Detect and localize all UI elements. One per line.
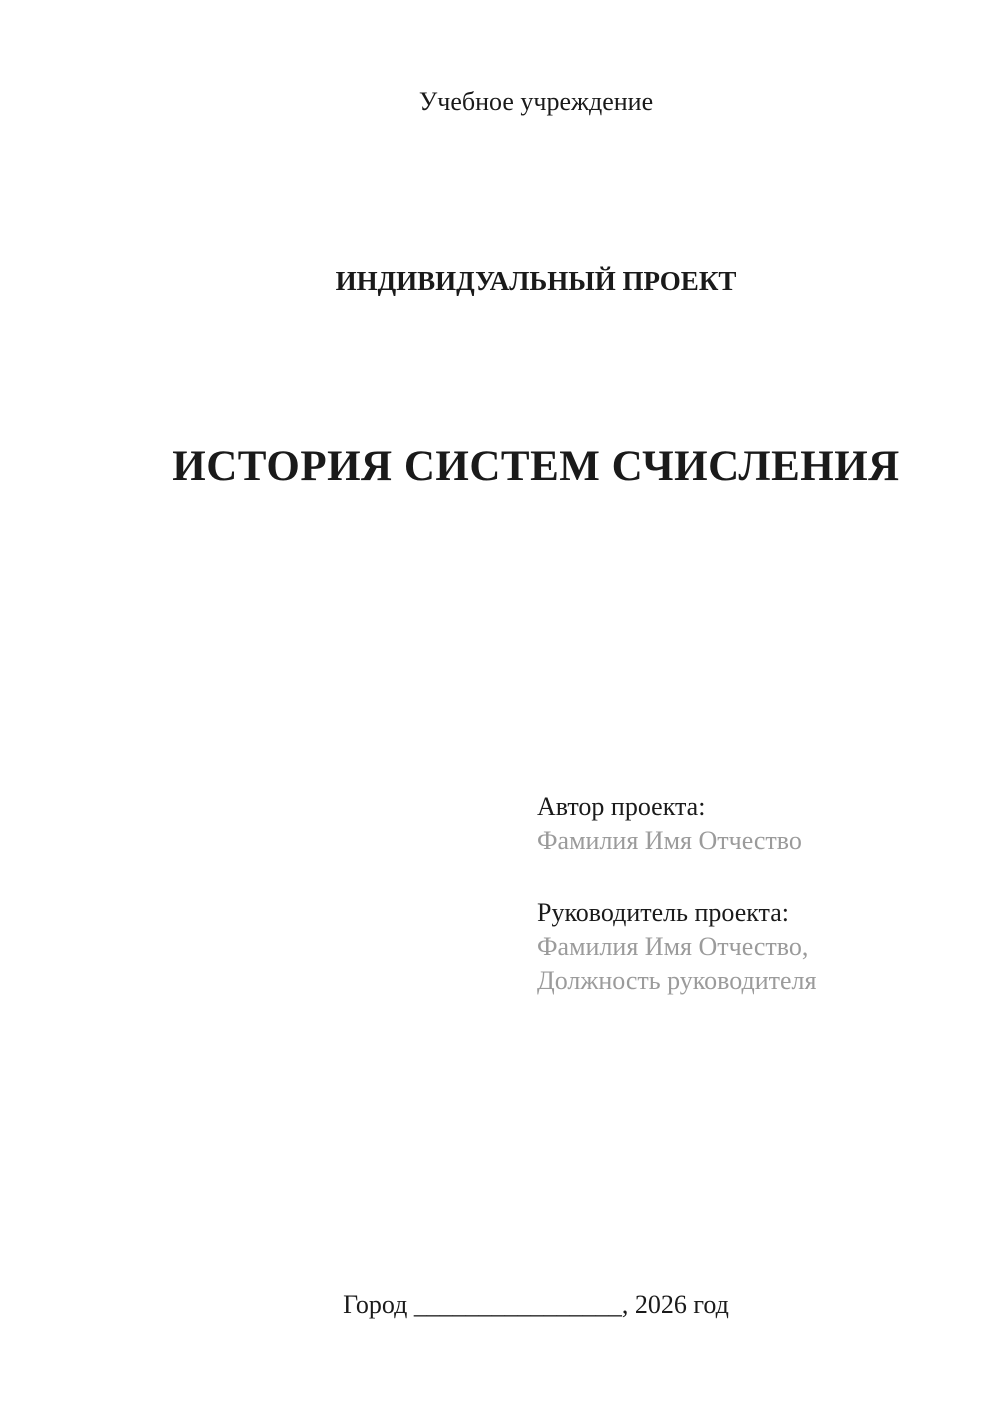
- document-title: ИСТОРИЯ СИСТЕМ СЧИСЛЕНИЯ: [172, 443, 900, 490]
- author-label: Автор проекта:: [537, 792, 706, 821]
- supervisor-name-placeholder: Фамилия Имя Отчество,: [537, 932, 809, 961]
- project-type-heading: ИНДИВИДУАЛЬНЫЙ ПРОЕКТ: [335, 266, 737, 296]
- author-name-placeholder: Фамилия Имя Отчество: [537, 826, 802, 855]
- city-year-line: Город ________________, 2026 год: [343, 1290, 729, 1319]
- credits-block: [537, 790, 816, 998]
- institution-name: Учебное учреждение: [418, 87, 654, 116]
- supervisor-position-placeholder: Должность руководителя: [537, 966, 817, 995]
- supervisor-label: Руководитель проекта:: [537, 898, 790, 927]
